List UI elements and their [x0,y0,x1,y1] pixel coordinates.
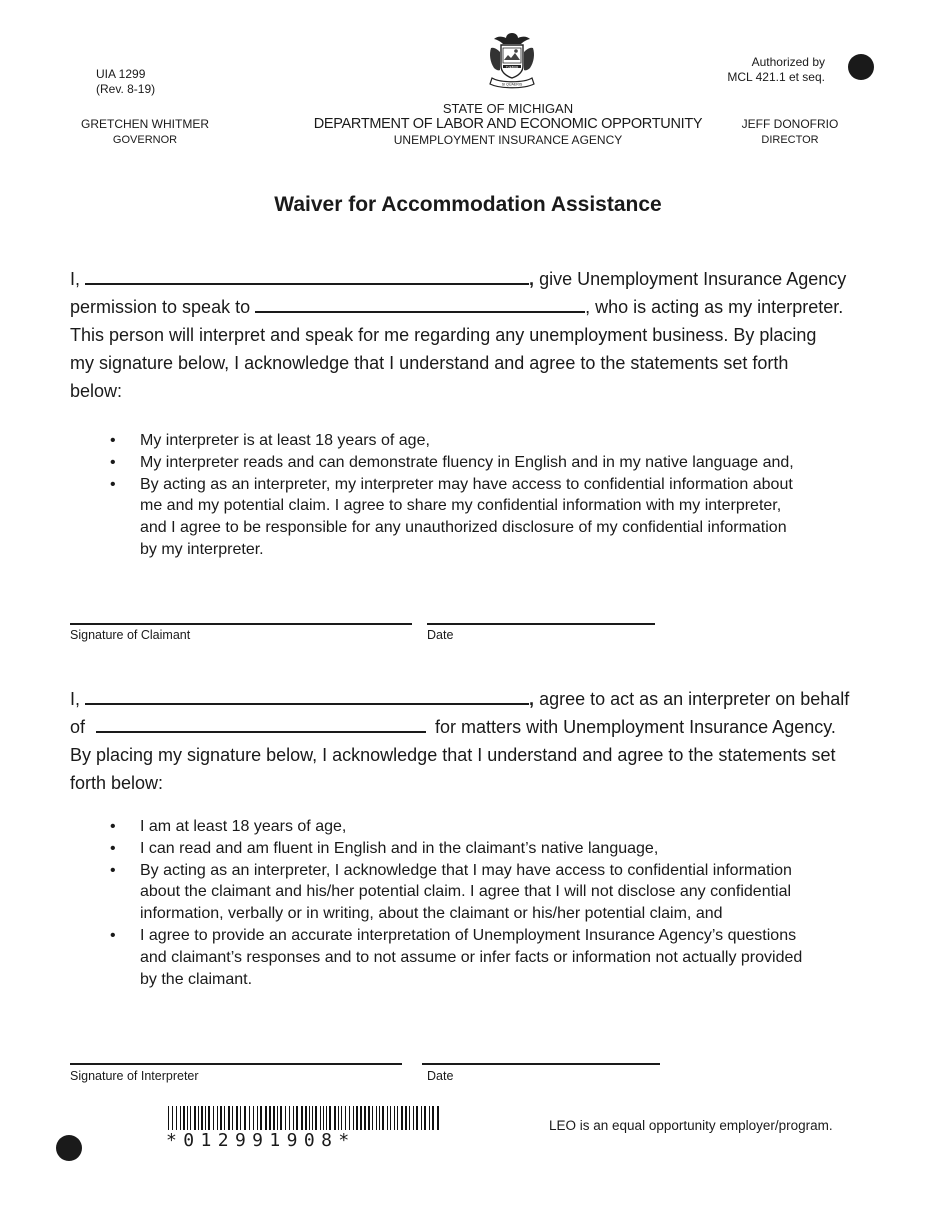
barcode-bar [387,1106,388,1130]
barcode-bar [172,1106,173,1130]
bullet-line: I am at least 18 years of age, [140,818,347,835]
authorization-block [700,55,825,85]
form-number: UIA 1299 [96,67,146,81]
claimant-line-1-comma: , [529,269,535,289]
barcode-bar [296,1106,298,1130]
bullet-line: I can read and am fluent in English and in the claimant’s native language, [140,839,659,857]
interpreter-line-4: forth below: [70,773,164,793]
claimant-on-behalf-field[interactable] [96,713,426,733]
bullet-line: and I agree to be responsible for any unauthorized disclosure of my confidential information [140,519,787,537]
barcode-bar [305,1106,307,1130]
claimant-date-label: Date [427,628,454,642]
barcode-bar [220,1106,222,1130]
barcode-bar [416,1106,418,1130]
barcode-bar [208,1106,210,1130]
barcode-bar [253,1106,254,1130]
list-item [70,430,880,452]
barcode-bar [341,1106,342,1130]
list-item [70,816,880,838]
authorization-line2: MCL 421.1 et seq. [727,70,825,84]
bullet-line: I agree to provide an accurate interpretation of Unemployment Insurance Agency’s questions [140,926,797,944]
barcode-bar [397,1106,398,1130]
claimant-line-3: This person will interpret and speak for me regarding any unemployment business. By placing [70,325,817,345]
barcode-bar [429,1106,430,1130]
interpreter-line-2-suffix: for matters with Unemployment Insurance Agency. [435,717,836,737]
barcode-bar [190,1106,191,1130]
barcode-bar [280,1106,282,1130]
barcode-bar [326,1106,327,1130]
registration-mark-top-right [848,54,874,80]
interpreter-line-1-comma: , [529,689,535,709]
barcode-bar [183,1106,185,1130]
barcode-bar [334,1106,336,1130]
barcode-bar [285,1106,286,1130]
bullet-dot: • [110,432,116,449]
barcode-bar [293,1106,294,1130]
barcode-bar [432,1106,434,1130]
barcode-bar [315,1106,317,1130]
barcode-bar [320,1106,321,1130]
authorization-line1: Authorized by [751,55,825,69]
barcode-bar [401,1106,403,1130]
barcode-bar [368,1106,370,1130]
barcode-bar [232,1106,233,1130]
claimant-line-1-suffix: give Unemployment Insurance Agency [539,269,847,289]
claimant-line-2-suffix: , who is acting as my interpreter. [585,297,844,317]
interpreter-line-2 [70,713,870,741]
barcode-bar [390,1106,391,1130]
barcode-bar [180,1106,181,1130]
bullet-dot: • [110,818,116,835]
interpreter-signature-label: Signature of Interpreter [70,1069,199,1083]
agency-header [240,101,776,147]
claimant-signature-line[interactable] [70,623,412,625]
barcode-bar [437,1106,439,1130]
barcode-bar [323,1106,324,1130]
barcode-bar [187,1106,188,1130]
bullet-line: about the claimant and his/her potential claim. I agree that I will not disclose any confidential [140,883,792,901]
barcode-bar [289,1106,290,1130]
barcode-bar [249,1106,250,1130]
interpreter-paragraph [70,685,870,797]
barcode [166,1106,442,1151]
claimant-line-1 [70,265,870,293]
barcode-bar [257,1106,258,1130]
barcode-bar [269,1106,271,1130]
list-item [70,838,880,860]
barcode-bar [273,1106,275,1130]
claimant-line-2-prefix: permission to speak to [70,297,251,317]
claimant-line-1-prefix: I, [70,269,81,289]
barcode-bar [413,1106,414,1130]
barcode-bar [424,1106,426,1130]
barcode-bar [379,1106,380,1130]
bullet-line: by the claimant. [140,970,253,988]
header-agency: UNEMPLOYMENT INSURANCE AGENCY [393,133,623,147]
barcode-bar [168,1106,169,1130]
bullet-dot: • [110,926,116,944]
barcode-bar [376,1106,377,1130]
seal-motto: SI QUAERIS [501,82,523,87]
barcode-bar [360,1106,362,1130]
claimant-paragraph [70,265,870,405]
bullet-line: My interpreter reads and can demonstrate fluency in English and in my native language and, [140,453,794,471]
barcode-bar [176,1106,177,1130]
barcode-bar [409,1106,410,1130]
barcode-bar [364,1106,366,1130]
bullet-dot: • [110,453,116,471]
interpreter-self-name-field[interactable] [85,685,529,705]
barcode-bar [338,1106,339,1130]
claimant-date-line[interactable] [427,623,655,625]
claimant-name-field[interactable] [85,265,529,285]
barcode-bar [372,1106,373,1130]
barcode-bars [166,1106,440,1130]
barcode-bar [356,1106,358,1130]
interpreter-line-1-prefix: I, [70,689,81,709]
list-item [70,860,880,925]
interpreter-line-1 [70,685,870,713]
interpreter-signature-line[interactable] [70,1063,402,1065]
bullet-line: By acting as an interpreter, I acknowledge that I may have access to confidential information [140,861,792,879]
barcode-bar [329,1106,331,1130]
barcode-bar [236,1106,238,1130]
barcode-bar [224,1106,225,1130]
barcode-bar [301,1106,303,1130]
governor-title: GOVERNOR [112,134,178,146]
registration-mark-bottom-left [56,1135,82,1161]
barcode-bar [213,1106,214,1130]
seal-banner: TUEBOR [505,64,519,69]
interpreter-date-line[interactable] [422,1063,660,1065]
barcode-bar [265,1106,267,1130]
interpreter-line-2-prefix: of [70,717,86,737]
interpreter-date-label: Date [427,1069,454,1083]
barcode-bar [309,1106,310,1130]
barcode-bar [198,1106,199,1130]
equal-opportunity-statement: LEO is an equal opportunity employer/program. [549,1118,833,1133]
barcode-bar [228,1106,230,1130]
page-title: Waiver for Accommodation Assistance [274,193,662,216]
bullet-line: by my interpreter. [140,540,264,558]
bullet-line: By acting as an interpreter, my interpreter may have access to confidential information about [140,475,793,493]
bullet-line: me and my potential claim. I agree to share my confidential information with my interpreter, [140,497,782,515]
director-title: DIRECTOR [761,134,819,146]
bullet-line: and claimant’s responses and to not assume or infer facts or information not actually provided [140,948,803,966]
header-state: STATE OF MICHIGAN [442,101,574,116]
governor-name: GRETCHEN WHITMER [81,117,209,131]
bullet-dot: • [110,861,116,879]
claimant-line-5: below: [70,381,123,401]
header-department: DEPARTMENT OF LABOR AND ECONOMIC OPPORTUNITY [313,116,703,132]
interpreter-line-3: By placing my signature below, I acknowledge that I understand and agree to the statements set [70,745,836,765]
list-item [70,452,880,474]
barcode-bar [277,1106,278,1130]
form-revision: (Rev. 8-19) [96,82,156,96]
bullet-line: information, verbally or in writing, about the claimant or his/her potential claim, and [140,905,723,923]
claimant-line-2 [70,293,870,321]
director-name: JEFF DONOFRIO [741,117,839,131]
governor-block [60,117,230,147]
claimant-line-4: my signature below, I acknowledge that I understand and agree to the statements set forth [70,353,789,373]
barcode-bar [312,1106,313,1130]
barcode-bar [260,1106,262,1130]
michigan-seal-icon [484,30,540,90]
bullet-dot: • [110,475,116,493]
barcode-bar [244,1106,246,1130]
list-item [70,925,880,990]
barcode-bar [394,1106,395,1130]
barcode-bar [353,1106,354,1130]
barcode-bar [205,1106,206,1130]
barcode-bar [345,1106,346,1130]
claimant-signature-label: Signature of Claimant [70,628,191,642]
barcode-bar [194,1106,196,1130]
interpreter-bullet-list [70,816,880,990]
interpreter-line-1-suffix: agree to act as an interpreter on behalf [539,689,850,709]
barcode-text: *012991908* [166,1130,356,1151]
list-item [70,474,880,561]
bullet-line: My interpreter is at least 18 years of age, [140,432,430,449]
barcode-bar [217,1106,218,1130]
interpreter-name-field[interactable] [255,293,585,313]
barcode-bar [240,1106,241,1130]
barcode-bar [201,1106,203,1130]
barcode-bar [382,1106,384,1130]
barcode-bar [405,1106,407,1130]
barcode-bar [421,1106,422,1130]
claimant-bullet-list [70,430,880,561]
barcode-bar [349,1106,350,1130]
bullet-dot: • [110,839,116,857]
